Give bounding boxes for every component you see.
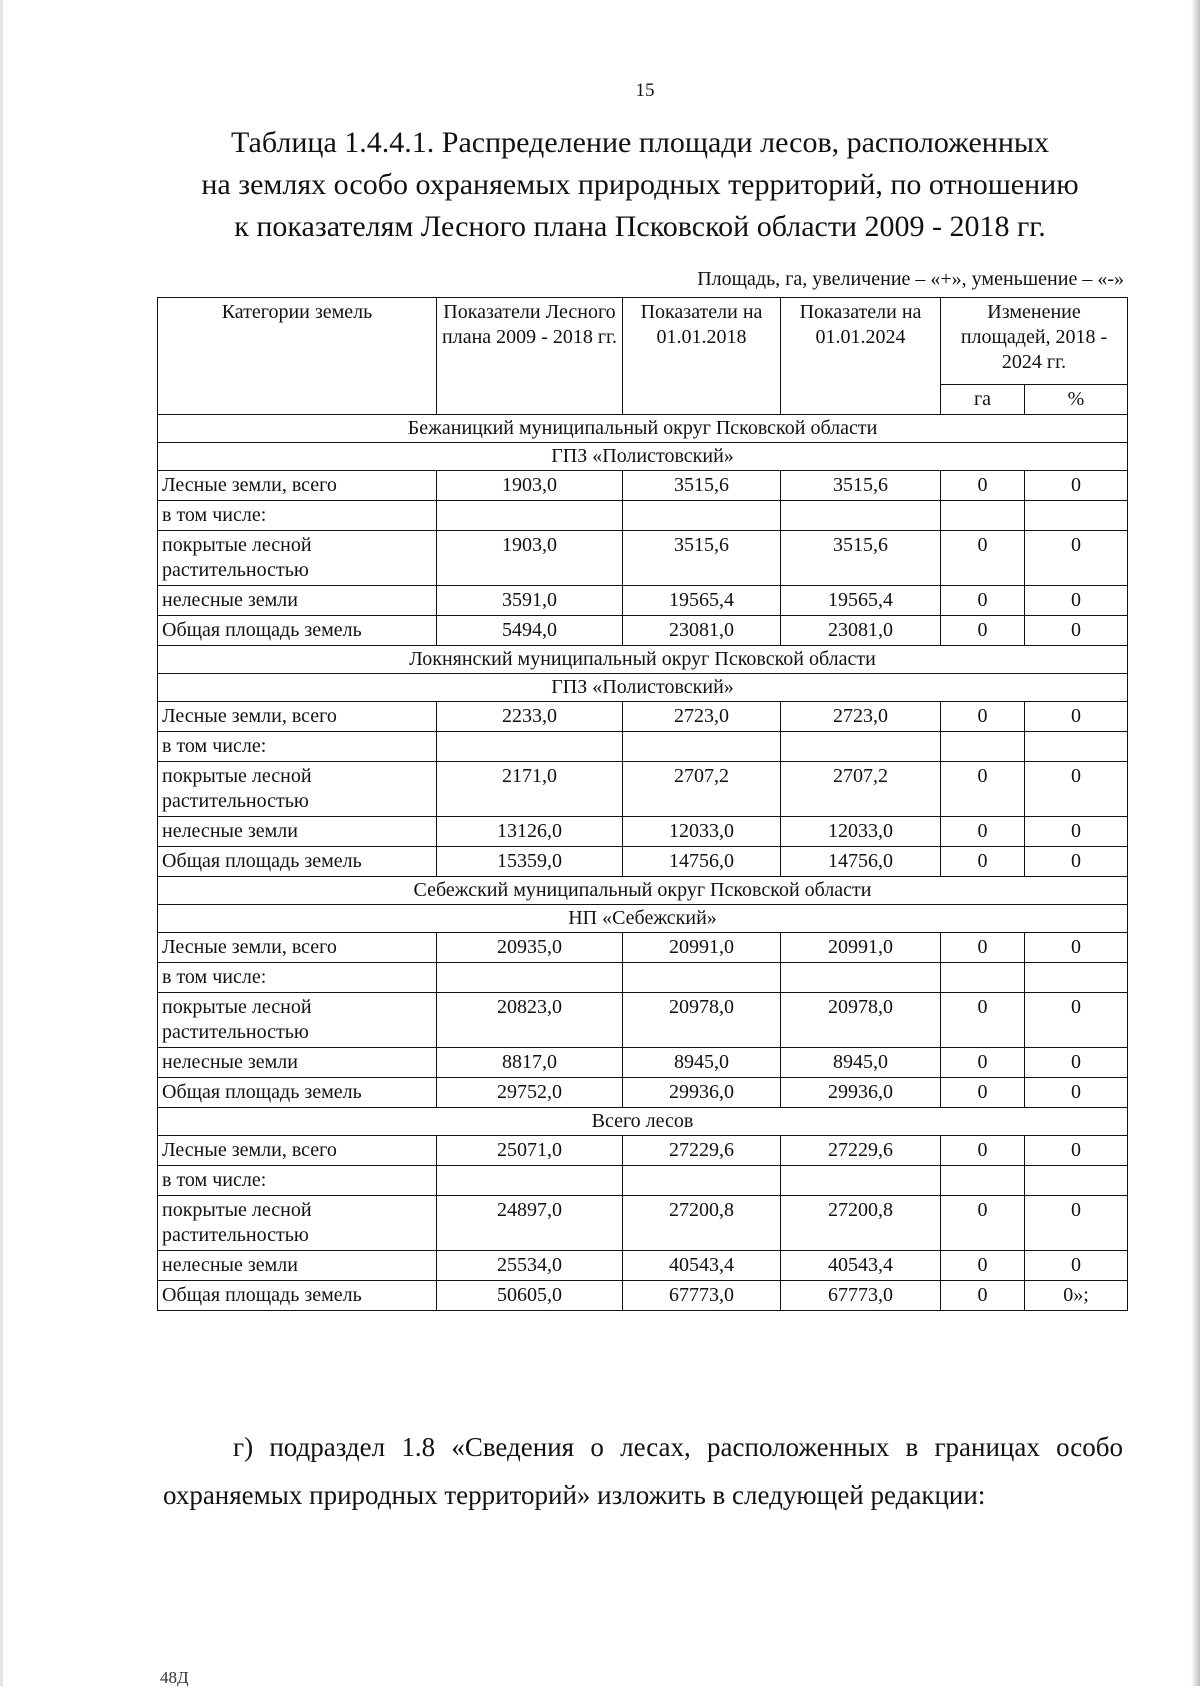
- cell-ha: 0: [941, 616, 1025, 646]
- units-note: Площадь, га, увеличение – «+», уменьшение – «-»: [697, 268, 1124, 290]
- cell-y2024: 27229,6: [781, 1136, 941, 1166]
- cell-y2018: 23081,0: [623, 616, 781, 646]
- cell-pct: 0: [1025, 1048, 1128, 1078]
- cell-y2018: 29936,0: [623, 1078, 781, 1108]
- cell-y2024: [781, 501, 941, 531]
- table-row: [158, 1196, 1128, 1251]
- cell-y2024: [781, 732, 941, 762]
- cell-y2018: 27229,6: [623, 1136, 781, 1166]
- header-plan: Показатели Лесного плана 2009 - 2018 гг.: [437, 298, 623, 415]
- cell-pct: 0: [1025, 531, 1128, 586]
- amendment-paragraph: г) подраздел 1.8 «Сведения о лесах, расположенных в границах особо охраняемых природных территорий» изложить в следующей редакции:: [163, 1432, 1123, 1510]
- cell-y2018: 14756,0: [623, 847, 781, 877]
- table-row: [158, 501, 1128, 531]
- table-row: [158, 847, 1128, 877]
- cell-y2024: 8945,0: [781, 1048, 941, 1078]
- cell-y2018: [623, 732, 781, 762]
- row-label: нелесные земли: [158, 1251, 437, 1281]
- cell-ha: [941, 732, 1025, 762]
- cell-plan: 20823,0: [437, 993, 623, 1048]
- cell-plan: 15359,0: [437, 847, 623, 877]
- cell-plan: 5494,0: [437, 616, 623, 646]
- cell-y2018: 40543,4: [623, 1251, 781, 1281]
- cell-y2018: 67773,0: [623, 1281, 781, 1311]
- cell-ha: 0: [941, 762, 1025, 817]
- row-label: покрытые лесной растительностью: [158, 993, 437, 1048]
- table-row: [158, 933, 1128, 963]
- row-label: Лесные земли, всего: [158, 933, 437, 963]
- cell-plan: [437, 732, 623, 762]
- cell-pct: 0: [1025, 817, 1128, 847]
- table-row: [158, 963, 1128, 993]
- cell-ha: 0: [941, 1196, 1025, 1251]
- forest-area-table: [157, 297, 1128, 1311]
- scan-edge-left: [0, 0, 3, 1686]
- cell-pct: 0: [1025, 1078, 1128, 1108]
- cell-y2024: 20978,0: [781, 993, 941, 1048]
- table-row: [158, 1048, 1128, 1078]
- cell-pct: 0: [1025, 847, 1128, 877]
- subsection-heading: [158, 905, 1128, 933]
- cell-y2024: [781, 1166, 941, 1196]
- header-change-pct: %: [1025, 385, 1128, 415]
- cell-pct: [1025, 501, 1128, 531]
- cell-plan: 1903,0: [437, 471, 623, 501]
- cell-y2024: 29936,0: [781, 1078, 941, 1108]
- table-row: [158, 1281, 1128, 1311]
- cell-plan: 2171,0: [437, 762, 623, 817]
- cell-ha: [941, 1166, 1025, 1196]
- scan-edge-right: [1191, 0, 1200, 1686]
- cell-y2018: 12033,0: [623, 817, 781, 847]
- table-row: [158, 471, 1128, 501]
- cell-ha: 0: [941, 702, 1025, 732]
- cell-pct: 0: [1025, 762, 1128, 817]
- table-row: [158, 616, 1128, 646]
- section-heading-label: Всего лесов: [158, 1108, 1128, 1136]
- cell-y2018: 20978,0: [623, 993, 781, 1048]
- cell-pct: 0: [1025, 1136, 1128, 1166]
- table-title-line: на землях особо охраняемых природных территорий, по отношению: [201, 168, 1079, 201]
- cell-ha: 0: [941, 1136, 1025, 1166]
- row-label: Общая площадь земель: [158, 616, 437, 646]
- row-label: в том числе:: [158, 963, 437, 993]
- cell-y2018: 19565,4: [623, 586, 781, 616]
- cell-y2018: 2723,0: [623, 702, 781, 732]
- cell-y2024: 19565,4: [781, 586, 941, 616]
- cell-y2024: 20991,0: [781, 933, 941, 963]
- cell-y2018: 2707,2: [623, 762, 781, 817]
- row-label: нелесные земли: [158, 586, 437, 616]
- section-heading: [158, 1108, 1128, 1136]
- cell-ha: 0: [941, 1251, 1025, 1281]
- cell-pct: 0»;: [1025, 1281, 1128, 1311]
- cell-y2024: 3515,6: [781, 531, 941, 586]
- subsection-heading-label: ГПЗ «Полистовский»: [158, 443, 1128, 471]
- header-category: Категории земель: [158, 298, 437, 415]
- cell-ha: 0: [941, 586, 1025, 616]
- table-row: [158, 1251, 1128, 1281]
- cell-ha: [941, 963, 1025, 993]
- row-label: в том числе:: [158, 1166, 437, 1196]
- cell-pct: 0: [1025, 702, 1128, 732]
- row-label: нелесные земли: [158, 817, 437, 847]
- row-label: покрытые лесной растительностью: [158, 762, 437, 817]
- row-label: Лесные земли, всего: [158, 1136, 437, 1166]
- row-label: Лесные земли, всего: [158, 471, 437, 501]
- cell-plan: 13126,0: [437, 817, 623, 847]
- cell-plan: 1903,0: [437, 531, 623, 586]
- cell-y2024: 14756,0: [781, 847, 941, 877]
- table-row: [158, 762, 1128, 817]
- row-label: в том числе:: [158, 501, 437, 531]
- cell-ha: 0: [941, 817, 1025, 847]
- row-label: Общая площадь земель: [158, 1281, 437, 1311]
- section-heading-label: Себежский муниципальный округ Псковской области: [158, 877, 1128, 905]
- cell-ha: 0: [941, 933, 1025, 963]
- section-heading: [158, 646, 1128, 674]
- cell-pct: 0: [1025, 586, 1128, 616]
- row-label: Общая площадь земель: [158, 847, 437, 877]
- table-title: [150, 122, 1130, 248]
- cell-plan: 25534,0: [437, 1251, 623, 1281]
- cell-y2024: 67773,0: [781, 1281, 941, 1311]
- cell-pct: 0: [1025, 993, 1128, 1048]
- subsection-heading: [158, 443, 1128, 471]
- page-number: 15: [635, 80, 655, 101]
- subsection-heading-label: НП «Себежский»: [158, 905, 1128, 933]
- cell-y2018: 3515,6: [623, 471, 781, 501]
- table-row: [158, 817, 1128, 847]
- cell-ha: [941, 501, 1025, 531]
- row-label: покрытые лесной растительностью: [158, 1196, 437, 1251]
- cell-ha: 0: [941, 1078, 1025, 1108]
- cell-pct: [1025, 732, 1128, 762]
- subsection-heading: [158, 674, 1128, 702]
- cell-plan: 20935,0: [437, 933, 623, 963]
- row-label: покрытые лесной растительностью: [158, 531, 437, 586]
- cell-ha: 0: [941, 531, 1025, 586]
- cell-ha: 0: [941, 1281, 1025, 1311]
- cell-y2024: 3515,6: [781, 471, 941, 501]
- section-heading-label: Локнянский муниципальный округ Псковской области: [158, 646, 1128, 674]
- cell-plan: 50605,0: [437, 1281, 623, 1311]
- cell-y2018: 27200,8: [623, 1196, 781, 1251]
- cell-ha: 0: [941, 993, 1025, 1048]
- cell-pct: [1025, 1166, 1128, 1196]
- subsection-heading-label: ГПЗ «Полистовский»: [158, 674, 1128, 702]
- row-label: Лесные земли, всего: [158, 702, 437, 732]
- cell-y2024: 27200,8: [781, 1196, 941, 1251]
- table-row: [158, 702, 1128, 732]
- cell-ha: 0: [941, 1048, 1025, 1078]
- table-header: [158, 298, 1128, 415]
- cell-plan: 25071,0: [437, 1136, 623, 1166]
- cell-y2018: 8945,0: [623, 1048, 781, 1078]
- cell-pct: [1025, 963, 1128, 993]
- cell-ha: 0: [941, 471, 1025, 501]
- table-row: [158, 586, 1128, 616]
- cell-plan: 24897,0: [437, 1196, 623, 1251]
- table-title-line: Таблица 1.4.4.1. Распределение площади лесов, расположенных: [230, 126, 1050, 159]
- cell-pct: 0: [1025, 616, 1128, 646]
- cell-y2024: 40543,4: [781, 1251, 941, 1281]
- table-row: [158, 1078, 1128, 1108]
- header-2024: Показатели на 01.01.2024: [781, 298, 941, 415]
- row-label: в том числе:: [158, 732, 437, 762]
- table-row: [158, 732, 1128, 762]
- cell-y2024: 2723,0: [781, 702, 941, 732]
- cell-y2024: 12033,0: [781, 817, 941, 847]
- cell-plan: 8817,0: [437, 1048, 623, 1078]
- footer-code: 48Д: [160, 1668, 189, 1687]
- cell-y2024: 23081,0: [781, 616, 941, 646]
- cell-ha: 0: [941, 847, 1025, 877]
- cell-pct: 0: [1025, 1251, 1128, 1281]
- section-heading: [158, 877, 1128, 905]
- cell-plan: 2233,0: [437, 702, 623, 732]
- cell-pct: 0: [1025, 471, 1128, 501]
- cell-plan: [437, 501, 623, 531]
- cell-plan: [437, 963, 623, 993]
- row-label: Общая площадь земель: [158, 1078, 437, 1108]
- table-row: [158, 531, 1128, 586]
- cell-y2024: 2707,2: [781, 762, 941, 817]
- cell-y2018: [623, 501, 781, 531]
- section-heading: [158, 415, 1128, 443]
- cell-plan: [437, 1166, 623, 1196]
- cell-y2024: [781, 963, 941, 993]
- row-label: нелесные земли: [158, 1048, 437, 1078]
- cell-plan: 3591,0: [437, 586, 623, 616]
- section-heading-label: Бежаницкий муниципальный округ Псковской области: [158, 415, 1128, 443]
- table-row: [158, 1136, 1128, 1166]
- cell-pct: 0: [1025, 1196, 1128, 1251]
- cell-y2018: 20991,0: [623, 933, 781, 963]
- header-change: Изменение площадей, 2018 - 2024 гг.: [941, 298, 1128, 385]
- cell-plan: 29752,0: [437, 1078, 623, 1108]
- table-row: [158, 993, 1128, 1048]
- table-row: [158, 1166, 1128, 1196]
- header-change-ha: га: [941, 385, 1025, 415]
- header-2018: Показатели на 01.01.2018: [623, 298, 781, 415]
- cell-y2018: 3515,6: [623, 531, 781, 586]
- cell-y2018: [623, 963, 781, 993]
- table-body: [158, 415, 1128, 1311]
- cell-pct: 0: [1025, 933, 1128, 963]
- cell-y2018: [623, 1166, 781, 1196]
- table-title-line: к показателям Лесного плана Псковской области 2009 - 2018 гг.: [234, 210, 1046, 243]
